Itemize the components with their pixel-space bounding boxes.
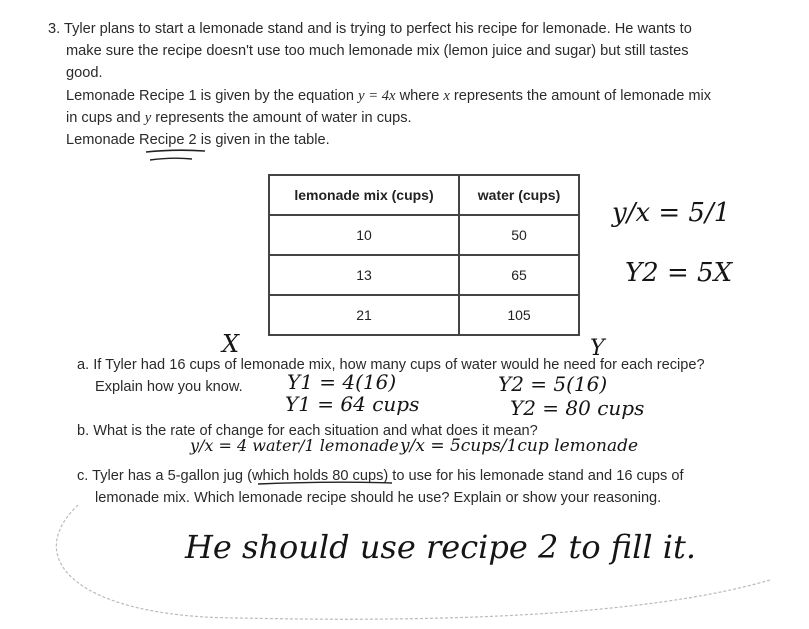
recipe1-prefix: Lemonade Recipe 1 is given by the equation <box>66 88 355 104</box>
header-lemonade-mix: lemonade mix (cups) <box>269 175 459 215</box>
table-header-row <box>269 175 579 215</box>
recipe2-suffix: is given in the table. <box>200 132 330 148</box>
cell-mix: 21 <box>269 295 459 335</box>
hw-b-work1: y/x = 4 water/1 lemonade <box>190 436 399 455</box>
cell-water: 50 <box>459 215 579 255</box>
table-row <box>269 215 579 255</box>
table-row <box>269 255 579 295</box>
hw-a-work3: Y2 = 5(16) <box>498 372 608 396</box>
hw-side-fraction: y/x = 5/1 <box>612 198 731 228</box>
cell-mix: 10 <box>269 215 459 255</box>
cell-water: 105 <box>459 295 579 335</box>
recipe1-line2-a: in cups and <box>66 110 141 126</box>
problem-intro-text1: Tyler plans to start a lemonade stand and is trying to perfect his recipe for lemonade. He wants to <box>63 21 692 37</box>
problem-intro-line3: good. <box>66 65 103 81</box>
recipe2-underline-2 <box>150 158 192 160</box>
recipe2-underline <box>146 150 205 152</box>
recipe1-equation: y = 4x <box>358 88 396 104</box>
recipe2-prefix: Lemonade <box>66 132 135 148</box>
hw-a-work2: Y1 = 64 cups <box>285 392 420 416</box>
recipe1-suffix: represents the amount of lemonade mix <box>453 88 712 104</box>
question-a-line1: a. If Tyler had 16 cups of lemonade mix, how many cups of water would he need for each recipe? <box>77 357 705 373</box>
problem-intro-line2: make sure the recipe doesn't use too much lemonade mix (lemon juice and sugar) but still tastes <box>66 43 689 59</box>
hw-a-work1: Y1 = 4(16) <box>287 370 397 394</box>
recipe1-line2-b: represents the amount of water in cups. <box>155 110 412 126</box>
header-water: water (cups) <box>459 175 579 215</box>
table-row <box>269 295 579 335</box>
cell-mix: 13 <box>269 255 459 295</box>
cell-water: 65 <box>459 255 579 295</box>
recipe1-y-var: y <box>144 110 152 126</box>
hw-c-answer: He should use recipe 2 to fill it. <box>185 528 697 566</box>
problem-number: 3. <box>48 21 61 37</box>
recipe1-line2 <box>66 108 412 128</box>
hw-y-mark: Y <box>590 336 605 361</box>
recipe2-line <box>66 130 330 150</box>
problem-intro-line1 <box>48 19 692 39</box>
recipe2-link-text: Recipe 2 <box>139 132 197 148</box>
question-c-line2: lemonade mix. Which lemonade recipe should he use? Explain or show your reasoning. <box>95 490 662 506</box>
recipe2-table <box>268 174 580 336</box>
hw-a-work4: Y2 = 80 cups <box>510 396 645 420</box>
recipe1-line1 <box>66 86 711 106</box>
recipe1-x-var: x <box>443 88 450 104</box>
question-b: b. What is the rate of change for each situation and what does it mean? <box>77 423 538 439</box>
recipe1-where: where <box>399 88 440 104</box>
hw-x-mark: X <box>222 330 240 358</box>
hw-b-work2: y/x = 5cups/1cup lemonade <box>400 436 639 456</box>
question-a-line2: Explain how you know. <box>95 379 243 395</box>
question-c-line1: c. Tyler has a 5-gallon jug (which holds 80 cups) to use for his lemonade stand and 16 cups of <box>77 468 684 484</box>
hw-side-equation: Y2 = 5X <box>625 258 733 288</box>
